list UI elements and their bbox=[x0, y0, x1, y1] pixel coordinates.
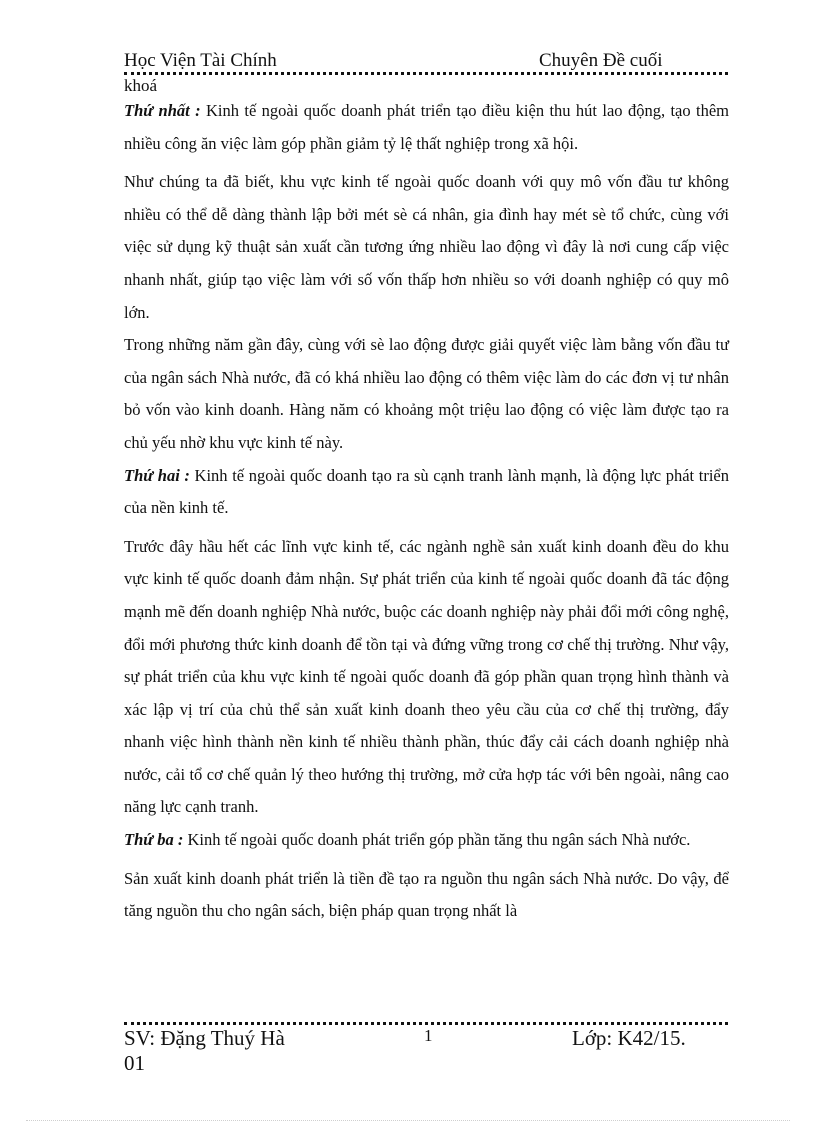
point-heading-first: Thứ nhất : bbox=[124, 101, 201, 120]
paragraph-third-point bbox=[124, 824, 729, 857]
footer-dotted-rule bbox=[124, 1022, 728, 1025]
footer-continuation: 01 bbox=[124, 1051, 145, 1075]
point-text-third: Kinh tế ngoài quốc doanh phát triển góp phần tăng thu ngân sách Nhà nước. bbox=[183, 830, 691, 850]
header-dotted-rule bbox=[124, 72, 728, 75]
paragraph: Sản xuất kinh doanh phát triển là tiền đề tạo ra nguồn thu ngân sách Nhà nước. Do vậy, để tăng nguồn thu cho ngân sách, biện pháp quan trọng nhất là bbox=[124, 868, 729, 921]
header-continuation: khoá bbox=[124, 76, 158, 95]
paragraph-first-point bbox=[124, 95, 729, 160]
paragraph: Trước đây hầu hết các lĩnh vực kinh tế, các ngành nghề sản xuất kinh doanh đều do khu vực kinh tế quốc doanh đảm nhận. Sự phát triển của kinh tế ngoài quốc doanh đã tác động mạnh mẽ đến doanh nghiệp Nhà nước, buộc các doanh nghiệp này phải đổi mới công nghệ, đổi mới phương thức kinh doanh để tồn tại và đứng vững trong cơ chế thị trường. Như vậy, sự phát triển của khu vực kinh tế ngoài quốc doanh đã góp phần quan trọng hình thành và xác lập vị trí của chủ thể sản xuất kinh doanh theo yêu cầu của cơ chế thị trường, đẩy nhanh việc hình thành nền kinh tế nhiều thành phần, thúc đẩy cải cách doanh nghiệp nhà nước, cải tổ cơ chế quản lý theo hướng thị trường, mở cửa hợp tác với bên ngoài, nâng cao năng lực cạnh tranh. bbox=[124, 536, 729, 817]
paragraph-second-point bbox=[124, 460, 729, 525]
paragraph: Như chúng ta đã biết, khu vực kinh tế ngoài quốc doanh với quy mô vốn đầu tư không nhiều có thể dễ dàng thành lập bởi mét sè cá nhân, gia đình hay mét sè tổ chức, cùng với việc sử dụng kỹ thuật sản xuất cần tương ứng nhiều lao động vì đây là nơi cung cấp việc nhanh nhất, giúp tạo việc làm với số vốn thấp hơn nhiều so với doanh nghiệp có quy mô lớn. bbox=[124, 172, 729, 322]
paragraph: Trong những năm gần đây, cùng với sè lao động được giải quyết việc làm bằng vốn đầu tư của ngân sách Nhà nước, đã có khá nhiều lao động có thêm việc làm do các đơn vị tư nhân bỏ vốn vào kinh doanh. Hàng năm có khoảng một triệu lao động có việc làm được tạo ra chủ yếu nhờ khu vực kinh tế này. bbox=[124, 335, 729, 452]
point-heading-third: Thứ ba : bbox=[124, 830, 184, 850]
point-heading-second: Thứ hai : bbox=[124, 465, 190, 485]
header-institution: Học Viện Tài Chính bbox=[124, 50, 277, 71]
point-text-first: Kinh tế ngoài quốc doanh phát triển tạo điều kiện thu hút lao động, tạo thêm nhiều công ăn việc làm góp phần giảm tỷ lệ thất nghiệp trong xã hội. bbox=[124, 101, 729, 153]
footer-class: Lớp: K42/15. bbox=[572, 1026, 686, 1050]
body-text bbox=[124, 95, 729, 928]
footer-student-name: SV: Đặng Thuý Hà bbox=[124, 1026, 285, 1050]
point-text-second: Kinh tế ngoài quốc doanh tạo ra sù cạnh tranh lành mạnh, là động lực phát triển của nền kinh tế. bbox=[124, 465, 729, 518]
page-bottom-edge bbox=[26, 1120, 790, 1121]
page-number: 1 bbox=[424, 1026, 433, 1045]
header-document-type: Chuyên Đề cuối bbox=[539, 50, 663, 71]
